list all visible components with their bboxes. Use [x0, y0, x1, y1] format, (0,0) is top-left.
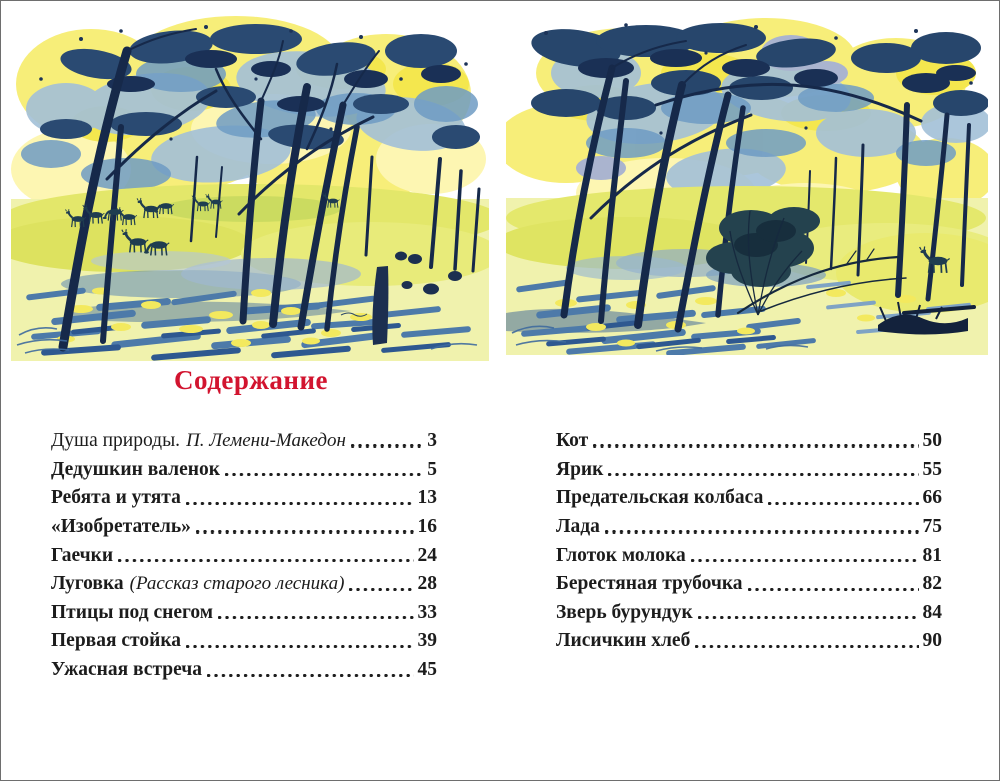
toc-entry-page: 24: [417, 544, 437, 566]
toc-entry-title: Ребята и утята: [51, 487, 181, 509]
toc-entry-page: 50: [922, 430, 942, 451]
toc-entry-page: 82: [922, 573, 942, 595]
toc-entry-title: Дедушкин валенок: [51, 458, 220, 480]
dot-leader: [196, 530, 414, 533]
toc-entry-title: «Изобретатель»: [51, 515, 191, 537]
toc-heading: Содержание: [173, 365, 329, 395]
toc-entry-page: 28: [417, 573, 437, 595]
toc-entry: [51, 513, 437, 542]
toc-entry-title: Берестяная трубочка: [556, 573, 743, 595]
toc-entry: [556, 427, 942, 456]
toc-entry-title: Ярик: [556, 458, 604, 480]
toc-entry-title: Зверь бурундук: [556, 601, 693, 623]
toc-entry-title: Кот: [556, 430, 589, 451]
toc-entry-title: Гаечки: [51, 544, 114, 566]
dot-leader: [349, 588, 413, 591]
forest-single-deer-svg: [506, 13, 988, 355]
dot-leader: [186, 502, 414, 505]
toc-entry-page: 33: [417, 601, 437, 623]
toc-entry-page: 39: [417, 630, 437, 652]
toc-entry: [51, 542, 437, 571]
toc-entry-title: Предательская колбаса: [556, 487, 764, 509]
dot-leader: [225, 473, 423, 476]
toc-entry-note: (Рассказ старого лесника): [129, 573, 345, 595]
toc-entry-page: 13: [417, 487, 437, 509]
dot-leader: [768, 502, 918, 505]
toc-entry-page: 45: [417, 659, 437, 681]
toc-entry-title: Луговка: [51, 573, 124, 595]
toc-entry: [556, 484, 942, 513]
toc-entry: [556, 599, 942, 628]
toc-entry: [556, 570, 942, 599]
toc-entry: [556, 513, 942, 542]
toc-entry-title: Птицы под снегом: [51, 601, 214, 623]
dot-leader: [691, 559, 919, 562]
toc-entry-page: 75: [922, 515, 942, 537]
dot-leader: [593, 444, 918, 447]
toc-entry-page: 90: [922, 630, 942, 652]
dot-leader: [695, 645, 918, 648]
toc-entry: [556, 542, 942, 571]
dot-leader: [118, 559, 413, 562]
toc-entry: [51, 456, 437, 485]
toc-entry-page: 84: [922, 601, 942, 623]
dot-leader: [218, 616, 413, 619]
toc-entry-page: 55: [922, 458, 942, 480]
toc-entry-page: 16: [417, 515, 437, 537]
dot-leader: [605, 530, 919, 533]
toc-entry-page: 81: [922, 544, 942, 566]
toc-entry: [51, 427, 437, 456]
dot-leader: [748, 588, 919, 591]
toc-entry-title: Ужасная встреча: [51, 659, 203, 681]
toc-entry: [51, 484, 437, 513]
toc-entry-page: 3: [427, 430, 437, 451]
toc-entry: [556, 627, 942, 656]
dot-leader: [186, 645, 413, 648]
toc-entry: [51, 627, 437, 656]
toc-entry-title: Душа природы.: [51, 430, 181, 451]
toc-entry: [556, 456, 942, 485]
toc-entry-title: Лада: [556, 515, 600, 537]
dot-leader: [608, 473, 918, 476]
toc-entry: [51, 570, 437, 599]
toc-entry: [51, 599, 437, 628]
toc-entry: [51, 656, 437, 685]
toc-entry-page: 66: [922, 487, 942, 509]
toc-entry-title: Первая стойка: [51, 630, 182, 652]
toc-entry-page: 5: [427, 458, 437, 480]
toc-column-right: [556, 427, 942, 656]
illustration-forest-deer-herd: [11, 9, 489, 361]
illustration-forest-single-deer: [506, 13, 988, 355]
dot-leader: [351, 444, 423, 447]
toc-column-left: [51, 427, 437, 685]
dot-leader: [207, 674, 413, 677]
toc-entry-note: П. Лемени-Македон: [186, 430, 346, 451]
toc-entry-title: Лисичкин хлеб: [556, 630, 691, 652]
dot-leader: [698, 616, 919, 619]
toc-entry-title: Глоток молока: [556, 544, 686, 566]
forest-deer-herd-svg: [11, 9, 489, 361]
